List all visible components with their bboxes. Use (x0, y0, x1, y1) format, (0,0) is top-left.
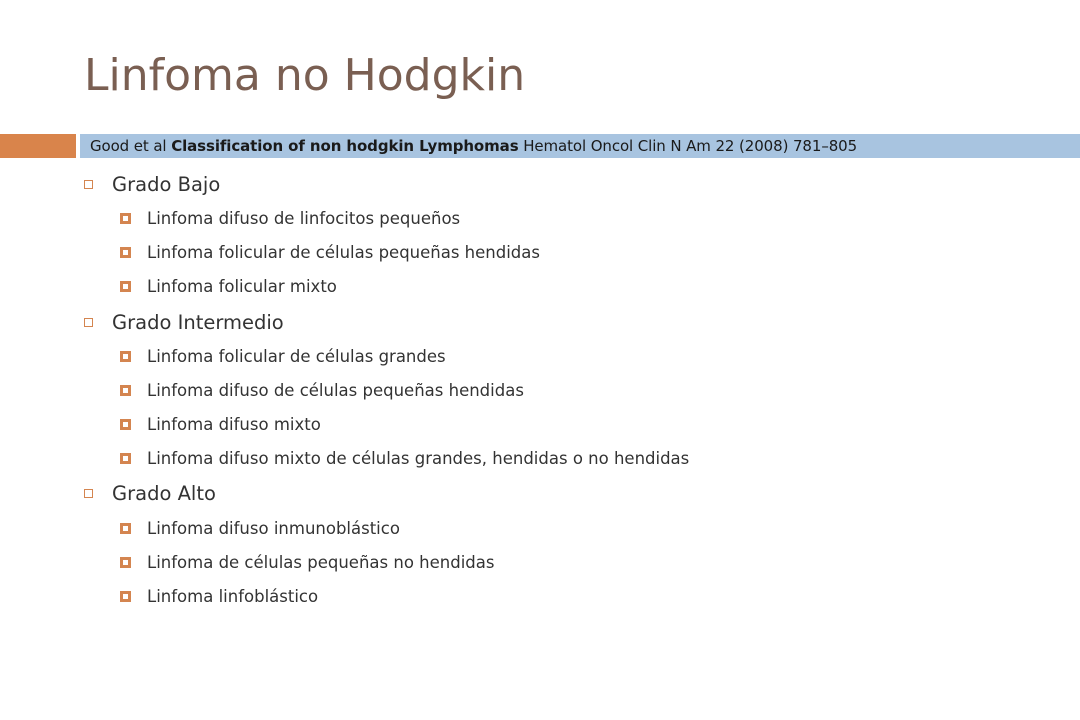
list-item-label: Linfoma folicular de células pequeñas hendidas (147, 243, 540, 262)
square-bullet-icon (120, 385, 131, 396)
list-item-label: Linfoma difuso de células pequeñas hendidas (147, 381, 524, 400)
group-heading (84, 173, 220, 196)
group-label: Grado Intermedio (112, 311, 284, 334)
hollow-square-bullet-icon (84, 318, 93, 327)
square-bullet-icon (120, 419, 131, 430)
list-item-label: Linfoma difuso mixto (147, 415, 321, 434)
list-item (120, 587, 318, 606)
list-item-label: Linfoma difuso mixto de células grandes, hendidas o no hendidas (147, 449, 690, 468)
hollow-square-bullet-icon (84, 180, 93, 189)
square-bullet-icon (120, 247, 131, 258)
source-bold-title: Classification of non hodgkin Lymphomas (171, 137, 519, 155)
list-item (120, 519, 400, 538)
source-prefix: Good et al (90, 137, 172, 155)
group-heading (84, 482, 216, 505)
square-bullet-icon (120, 281, 131, 292)
list-item (120, 243, 540, 262)
square-bullet-icon (120, 557, 131, 568)
list-item (120, 449, 689, 468)
list-item-label: Linfoma folicular de células grandes (147, 347, 446, 366)
slide-title: Linfoma no Hodgkin (84, 50, 526, 101)
list-item-label: Linfoma folicular mixto (147, 277, 337, 296)
source-suffix: Hematol Oncol Clin N Am 22 (2008) 781–805 (518, 137, 858, 155)
list-item (120, 277, 337, 296)
list-item-label: Linfoma de células pequeñas no hendidas (147, 553, 495, 572)
square-bullet-icon (120, 351, 131, 362)
list-item-label: Linfoma difuso inmunoblástico (147, 519, 400, 538)
list-item (120, 381, 524, 400)
group-heading (84, 311, 284, 334)
square-bullet-icon (120, 453, 131, 464)
list-item-label: Linfoma difuso de linfocitos pequeños (147, 209, 461, 228)
list-item (120, 209, 460, 228)
square-bullet-icon (120, 213, 131, 224)
square-bullet-icon (120, 591, 131, 602)
list-item (120, 415, 321, 434)
group-label: Grado Alto (112, 482, 216, 505)
list-item (120, 553, 494, 572)
group-label: Grado Bajo (112, 173, 221, 196)
list-item-label: Linfoma linfoblástico (147, 587, 319, 606)
square-bullet-icon (120, 523, 131, 534)
list-item (120, 347, 446, 366)
hollow-square-bullet-icon (84, 489, 93, 498)
